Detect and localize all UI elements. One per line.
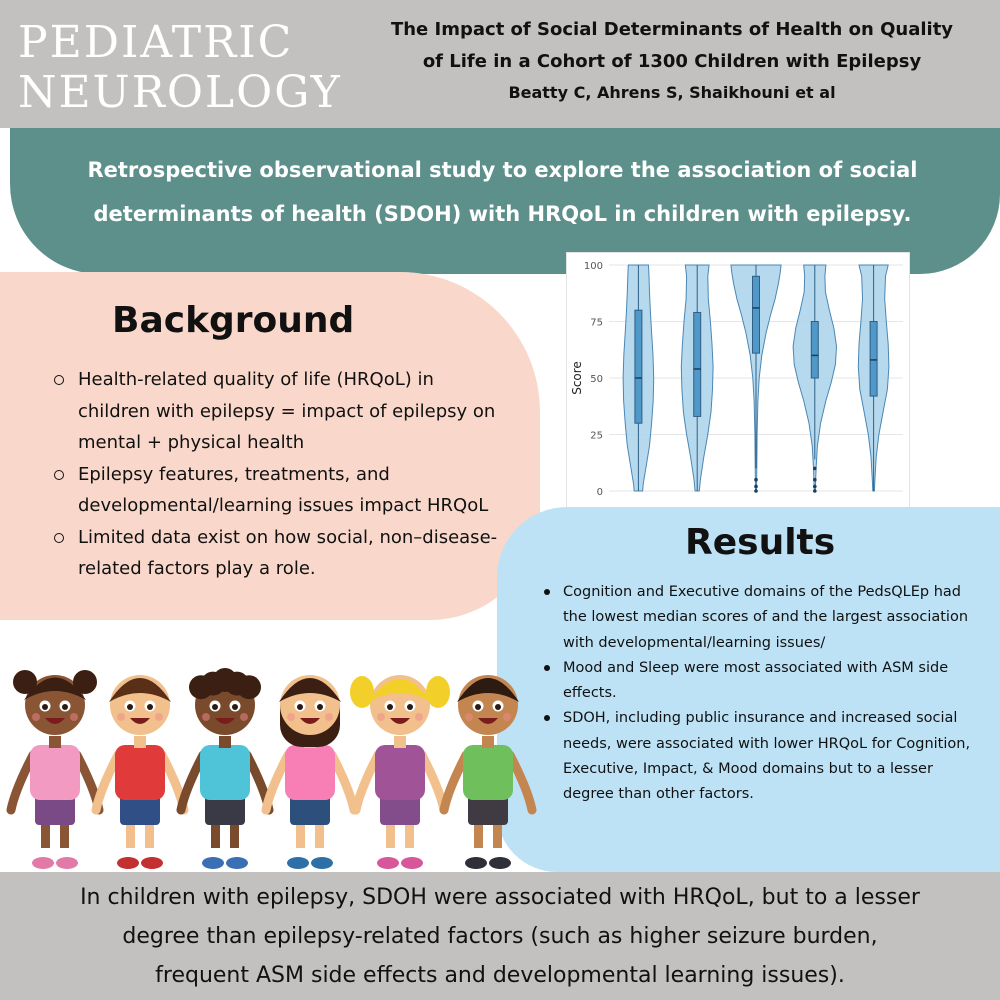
child-shoe (287, 857, 309, 869)
child-arm (510, 755, 532, 810)
child-cheek (117, 713, 125, 721)
results-item: SDOH, including public insurance and increased social needs, were associated with lower HRQoL for Cognition, Executive, Impact, & Mood domains but to a lesser degree than other factors. (541, 706, 981, 807)
child-pupil (387, 704, 393, 710)
child-shoe (202, 857, 224, 869)
child-cheek (32, 713, 40, 721)
child-shoe (32, 857, 54, 869)
outlier-point (754, 485, 758, 489)
conclusion-line2: degree than epilepsy-related factors (such as higher seizure burden, (122, 924, 878, 949)
background-item: Epilepsy features, treatments, and developmental/learning issues impact HRQoL (52, 459, 502, 522)
child-arm (11, 755, 33, 810)
child-shirt (375, 745, 425, 800)
child-arm (422, 755, 444, 810)
child-shoe (141, 857, 163, 869)
article-title-line1: The Impact of Social Determinants of Health on Quality (390, 19, 954, 40)
y-tick-label: 75 (590, 317, 603, 329)
journal-logo (18, 18, 358, 118)
child-shoe (226, 857, 248, 869)
child-shoe (489, 857, 511, 869)
results-heading: Results (685, 522, 836, 563)
child-pupil (42, 704, 48, 710)
child-shirt (30, 745, 80, 800)
child-neck (482, 736, 494, 748)
conclusion-line3: frequent ASM side effects and developmental learning issues). (155, 963, 845, 988)
child-pupil (407, 704, 413, 710)
child-cheek (377, 713, 385, 721)
background-heading: Background (112, 300, 355, 341)
child-pupil (317, 704, 323, 710)
child-pupil (495, 704, 501, 710)
child-cheek (70, 713, 78, 721)
outlier-point (754, 489, 758, 493)
child-shoe (56, 857, 78, 869)
child-neck (219, 736, 231, 748)
child-shirt (115, 745, 165, 800)
child-shoe (465, 857, 487, 869)
child-arm (266, 755, 288, 810)
summary-line2: determinants of health (SDOH) with HRQoL in children with epilepsy. (93, 202, 912, 226)
y-tick-label: 0 (596, 487, 603, 498)
child-shoe (401, 857, 423, 869)
summary-line1: Retrospective observational study to explore the association of social (87, 158, 918, 182)
child-pupil (147, 704, 153, 710)
child-pupil (127, 704, 133, 710)
y-tick-label: 25 (590, 430, 603, 442)
child-cheek (155, 713, 163, 721)
background-list (52, 364, 502, 585)
y-tick-label: 100 (583, 261, 603, 272)
box-executive (694, 312, 701, 416)
background-item: Health-related quality of life (HRQoL) in children with epilepsy = impact of epilepsy on mental + physical health (52, 364, 502, 459)
box-mood (811, 322, 818, 379)
outlier-point (754, 478, 758, 482)
child-hair (237, 675, 261, 699)
outlier-point (813, 478, 817, 482)
violin-chart-panel (566, 252, 910, 522)
box-cognition (635, 310, 642, 423)
child-pupil (475, 704, 481, 710)
child-shirt (200, 745, 250, 800)
child-pupil (232, 704, 238, 710)
results-item: Mood and Sleep were most associated with ASM side effects. (541, 656, 981, 707)
children-holding-hands-illustration (0, 660, 540, 875)
child-cheek (202, 713, 210, 721)
y-tick-label: 50 (590, 374, 603, 385)
child-cheek (503, 713, 511, 721)
results-item: Cognition and Executive domains of the PedsQLEp had the lowest median scores of and the largest association with developmental/learning issues/ (541, 580, 981, 656)
child-arm (356, 755, 378, 810)
child-cheek (415, 713, 423, 721)
child-pupil (297, 704, 303, 710)
outlier-point (813, 489, 817, 493)
conclusion-line1: In children with epilepsy, SDOH were associated with HRQoL, but to a lesser (80, 885, 920, 910)
y-axis-label: Score (570, 361, 584, 395)
child-hair (426, 676, 450, 708)
child-pupil (62, 704, 68, 710)
child-shoe (311, 857, 333, 869)
article-title-block (352, 14, 992, 108)
child-neck (394, 736, 406, 748)
child-shirt (463, 745, 513, 800)
child-arm (332, 755, 354, 810)
child-hair (350, 676, 374, 708)
child-arm (444, 755, 466, 810)
child-pupil (212, 704, 218, 710)
journal-name-line2: NEUROLOGY (18, 67, 342, 118)
child-shoe (377, 857, 399, 869)
article-authors: Beatty C, Ahrens S, Shaikhouni et al (508, 83, 836, 102)
child-shoe (117, 857, 139, 869)
journal-name-line1: PEDIATRIC (18, 17, 294, 68)
child-shirt (285, 745, 335, 800)
outlier-point (813, 485, 817, 489)
background-item: Limited data exist on how social, non–disease-related factors play a role. (52, 522, 502, 585)
box-sleep (870, 322, 877, 397)
conclusion-text (10, 878, 990, 995)
article-title-line2: of Life in a Cohort of 1300 Children with Epilepsy (422, 51, 922, 72)
violin-chart (567, 253, 909, 521)
child-cheek (325, 713, 333, 721)
outlier-point (813, 467, 817, 471)
results-list (541, 580, 981, 808)
summary-text (20, 148, 985, 236)
box-impact (753, 276, 760, 353)
child-cheek (240, 713, 248, 721)
child-arm (96, 755, 118, 810)
child-cheek (287, 713, 295, 721)
child-cheek (465, 713, 473, 721)
child-neck (134, 736, 146, 748)
child-neck (49, 736, 61, 748)
child-arm (181, 755, 203, 810)
